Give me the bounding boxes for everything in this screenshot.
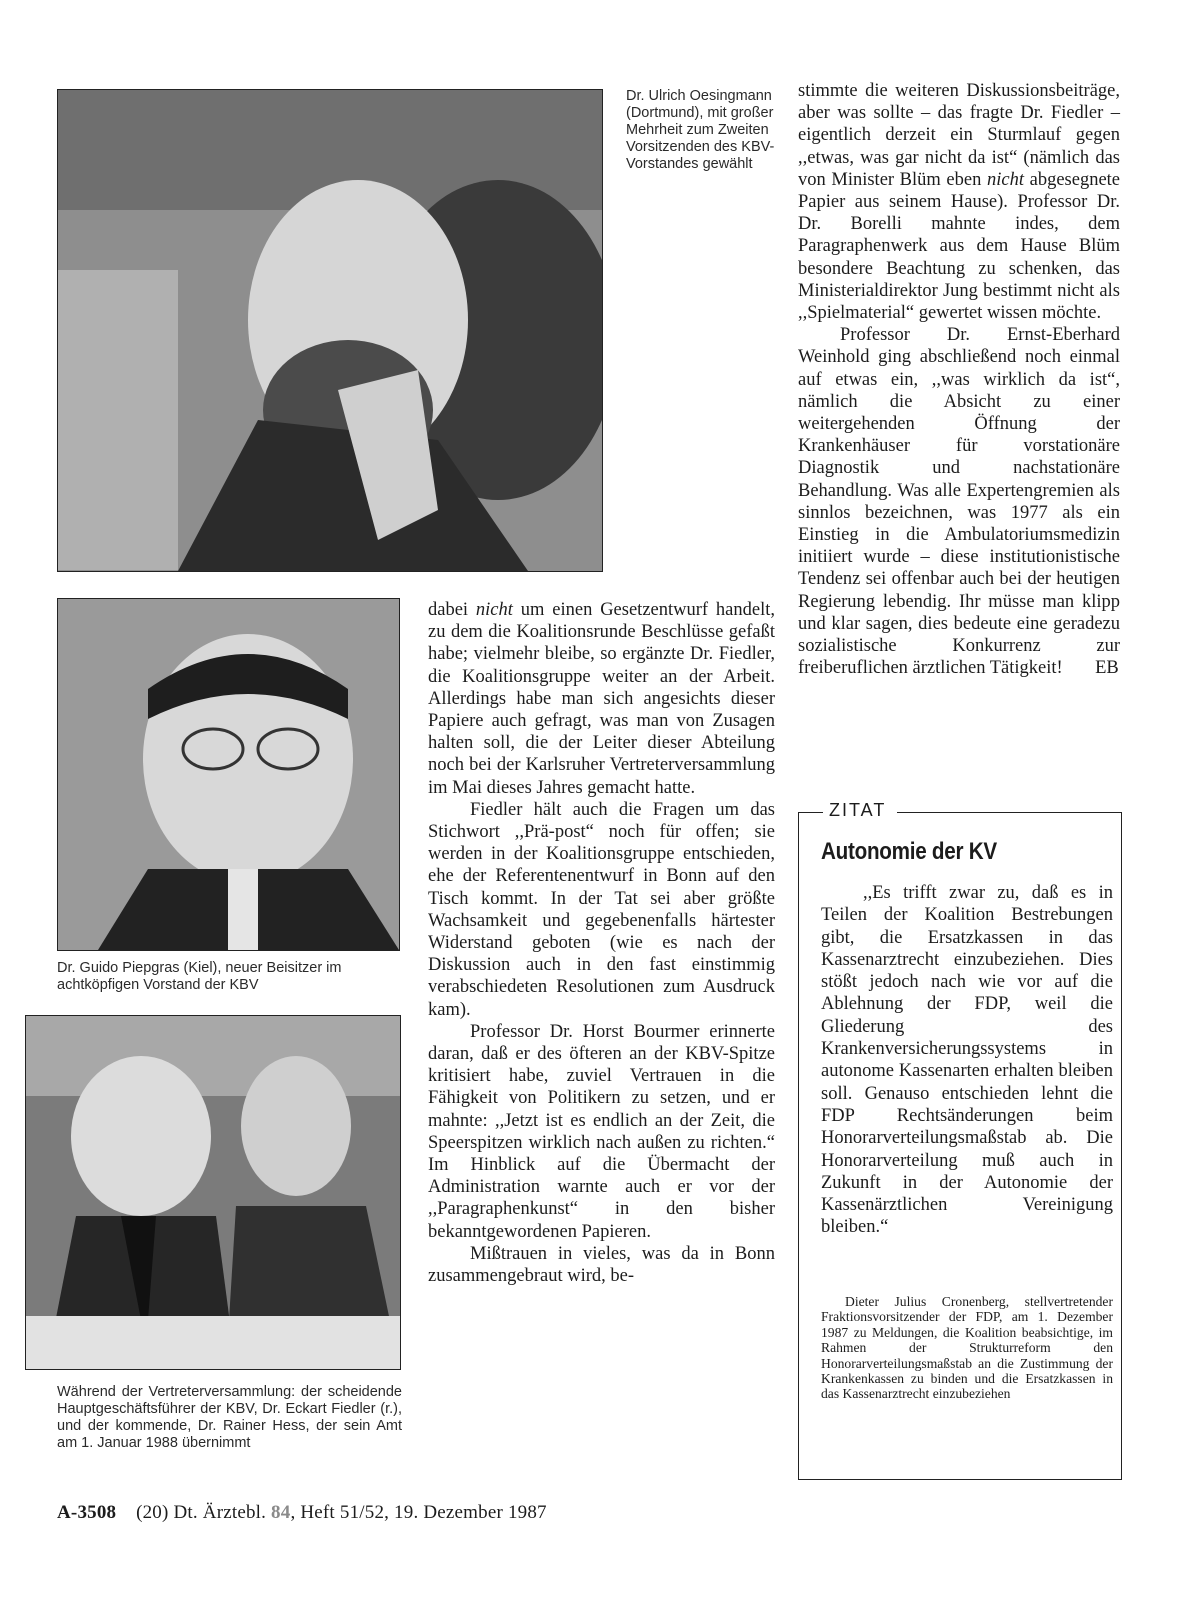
- photo-fiedler-hess: [25, 1015, 401, 1370]
- photo-oesingmann-image: [58, 90, 602, 571]
- mid-paragraph-3: Professor Dr. Horst Bourmer erinnerte daran, daß er des öfteren an der KBV-Spitze kritisiert habe, zuviel Vertrauen in die Fähigkeit von Politikern zu setzen, und er mahnte: ,,Jetzt ist es endlich an der Zeit, die Speerspitzen wirklich nach außen zu richten.“ Im Hinblick auf die Übermacht der Administration warnte auch er vor der ,,Paragraphenkunst“ in den bisher bekanntgewordenen Papieren.: [428, 1021, 775, 1242]
- right-p1-em: nicht: [986, 169, 1024, 190]
- article-column-middle: [428, 599, 775, 1287]
- mid-paragraph-4: Mißtrauen in vieles, was da in Bonn zusammengebraut wird, be-: [428, 1243, 775, 1287]
- caption-photo-3: [57, 1384, 402, 1452]
- quote-box-top-line-left: [799, 812, 823, 813]
- right-p1-b: abgesegnete Papier aus seinem Hause). Professor Dr. Dr. Borelli mahnte indes, dem Paragraphenwerk aus dem Hause Blüm besondere Beachtung zu schenken, das Ministerialdirektor Jung bestimmt nicht als ,,Spielmaterial“ gewertet wissen möchte.: [798, 169, 1121, 324]
- footer-issue: , Heft 51/52, 19. Dezember 1987: [290, 1502, 547, 1523]
- mid-paragraph-1: [428, 599, 775, 799]
- footer-volume: 84: [271, 1502, 291, 1523]
- photo-piepgras-image: [58, 599, 399, 950]
- mid-p1-b: um einen Gesetzentwurf handelt, zu dem die Koalitionsrunde Beschlüsse gefaßt habe; vielmehr bleibe, so ergänzte Dr. Fiedler, die Koalitionsgruppe weiter an der Arbeit. Allerdings habe man sich angesichts dieser Papiere auch gefragt, was man von Zusagen halten soll, die der Leiter dieser Abteilung noch bei der Karlsruher Vertreterversammlung im Mai dieses Jahres gemacht hatte.: [428, 600, 775, 798]
- mid-paragraph-2: Fiedler hält auch die Fragen um das Stichwort ,,Prä-post“ noch für offen; sie werden in der Koalitionsgruppe entschieden, ehe der Referentenentwurf in Bonn auf den Tisch kommt. In der Tat sei aber größte Wachsamkeit und gegebenenfalls härtester Widerstand geboten (wie es nach der Diskussion auch in den fast einstimmig verabschiedeten Resolutionen zum Ausdruck kam).: [428, 799, 775, 1020]
- mid-p1-em: nicht: [475, 600, 513, 620]
- quote-box-body: [821, 882, 1113, 1239]
- author-sign: EB: [1095, 658, 1119, 679]
- right-paragraph-1: [798, 80, 1120, 324]
- photo-fiedler-hess-image: [26, 1016, 400, 1369]
- caption-photo-1-text: Dr. Ulrich Oesingmann (Dortmund), mit großer Mehrheit zum Zweiten Vorsitzenden des KBV-Vorstandes gewählt: [626, 88, 775, 172]
- quote-box-top-line-right: [897, 812, 1121, 813]
- mid-p1-a: dabei: [428, 600, 476, 620]
- right-p2-text: Professor Dr. Ernst-Eberhard Weinhold ging abschließend noch einmal auf etwas ein, ,,was wirklich da ist“, nämlich die Absicht zu einer weitergehenden Öffnung der Krankenhäuser für vorstationäre Diagnostik und nachstationäre Behandlung. Was alle Expertengremien als sinnlos bezeichnen, was 1977 als ein Einstieg in die Ambulatoriumsmedizin initiiert wurde – diese institutionistische Tendenz sei offenbar auch bei der heutigen Regierung lebendig. Ihr müsse man klipp und klar sagen, dies bedeute eine geradezu sozialistische Konkurrenz zur freiberuflichen ärztlichen Tätigkeit!: [798, 325, 1120, 679]
- quote-box-source: [821, 1294, 1113, 1402]
- photo-oesingmann: [57, 89, 603, 572]
- quote-box-headline: Autonomie der KV: [821, 838, 997, 865]
- page-number: A-3508: [57, 1502, 117, 1523]
- page-footer: [57, 1502, 547, 1524]
- quote-box-label: ZITAT: [825, 800, 890, 821]
- article-column-right: [798, 80, 1120, 679]
- photo-piepgras: [57, 598, 400, 951]
- caption-photo-1: [626, 88, 786, 173]
- quote-text: ,,Es trifft zwar zu, daß es in Teilen der Koalition Bestrebungen gibt, die Ersatzkassen in das Kassenarztrecht einzubeziehen. Dies stößt jedoch nach wie vor auf die Ablehnung der FDP, weil die Gliederung des Krankenversicherungssystems in autonome Kassenarten erhalten bleiben soll. Genauso entschieden lehnt die FDP Rechtsänderungen beim Honorarverteilungsmaßstab ab. Die Honorarverteilung muß auch in Zukunft in der Autonomie der Kassenärztlichen Vereinigung bleiben.“: [821, 883, 1113, 1238]
- quote-box: [798, 800, 1122, 1480]
- caption-photo-3-text: Während der Vertreterversammlung: der scheidende Hauptgeschäftsführer der KBV, Dr. Eckart Fiedler (r.), und der kommende, Dr. Rainer Hess, der sein Amt am 1. Januar 1988 übernimmt: [57, 1384, 402, 1451]
- footer-publication: (20) Dt. Ärztebl.: [136, 1502, 267, 1523]
- right-p1-a: stimmte die weiteren Diskussionsbeiträge, aber was sollte – das fragte Dr. Fiedler – eigentlich derzeit ein Sturmlauf gegen ,,etwas, was gar nicht da ist“ (nämlich das von Minister Blüm eben: [798, 81, 1120, 190]
- caption-photo-2-text: Dr. Guido Piepgras (Kiel), neuer Beisitzer im achtköpfigen Vorstand der KBV: [57, 960, 342, 993]
- right-paragraph-2: [798, 324, 1120, 679]
- quote-source-text: Dieter Julius Cronenberg, stellvertretender Fraktionsvorsitzender der FDP, am 1. Dezember 1987 zu Meldungen, die Koalition beabsichtige, im Rahmen der Strukturreform den Honorarverteilungsmaßstab an die Zustimmung der Krankenkassen zu binden und die Ersatzkassen in das Kassenarztrecht einzubeziehen: [821, 1294, 1113, 1402]
- caption-photo-2: [57, 960, 402, 994]
